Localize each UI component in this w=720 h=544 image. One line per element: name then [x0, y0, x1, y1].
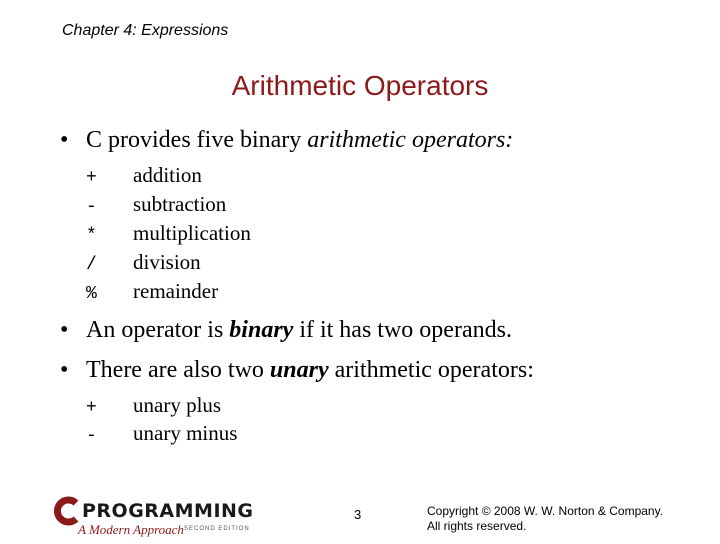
logo-edition: SECOND EDITION — [184, 526, 250, 532]
page-number: 3 — [354, 507, 362, 522]
bullet-unary-operators: • There are also two unary arithmetic operators: — [60, 357, 534, 383]
list-item: - unary minus — [86, 421, 238, 446]
unary-operator-list — [86, 391, 237, 447]
list-item: + unary plus — [86, 393, 222, 418]
list-item: + addition — [86, 163, 202, 188]
list-item: % remainder — [86, 279, 219, 304]
bullet-arithmetic-operators: • C provides five binary arithmetic operators: — [60, 127, 514, 153]
bullet-binary-definition: • An operator is binary if it has two operands. — [60, 317, 512, 343]
logo-title: PROGRAMMING — [82, 500, 254, 522]
list-item: - subtraction — [86, 192, 227, 217]
binary-operator-list — [86, 161, 251, 306]
list-item: / division — [86, 250, 201, 275]
c-programming-logo — [52, 496, 266, 544]
slide-title: Arithmetic Operators — [231, 70, 489, 101]
list-item: * multiplication — [86, 221, 251, 246]
logo-subtitle: A Modern Approach — [78, 522, 184, 537]
chapter-header: Chapter 4: Expressions — [62, 22, 229, 39]
copyright-notice: Copyright © 2008 W. W. Norton & Company. All rights reserved. — [427, 504, 664, 533]
